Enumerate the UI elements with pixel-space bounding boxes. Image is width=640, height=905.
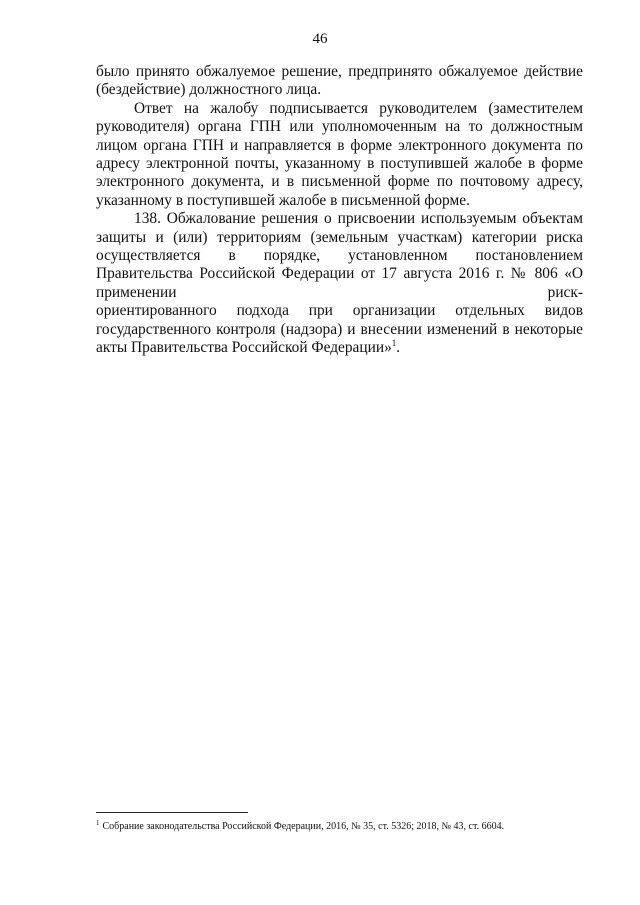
footnote bbox=[96, 820, 596, 833]
paragraph-continuation: было принято обжалуемое решение, предпринято обжалуемое действие (бездействие) должностного лица. bbox=[96, 63, 583, 99]
footnote-marker: 1 bbox=[96, 818, 100, 827]
footnote-text: Собрание законодательства Российской Федерации, 2016, № 35, ст. 5326; 2018, № 43, ст. 6604. bbox=[102, 821, 505, 832]
body-text bbox=[96, 63, 583, 358]
paragraph-complaint-response: Ответ на жалобу подписывается руководителем (заместителем руководителя) органа ГПН или уполномоченным на то должностным лицом органа ГПН и направляется в форме электронного документа по адресу электронной почты, указанному в поступившей жалобе в форме электронного документа, и в письменной форме по почтовому адресу, указанному в поступившей жалобе в письменной форме. bbox=[96, 99, 583, 209]
paragraph-138-part-2: ориентированного подхода при организации отдельных видов государственного контроля (надзора) и внесении изменений в некоторые акты Правительства Российской Федерации»$^1$. bbox=[96, 302, 583, 357]
page-number: 46 bbox=[312, 31, 328, 47]
footnote-divider bbox=[96, 812, 248, 813]
footnote-reference: 1 bbox=[391, 337, 397, 348]
paragraph-138-part-1: 138. Обжалование решения о присвоении используемым объектам защиты и (или) территориям (земельным участкам) категории риска осуществляется в порядке, установленном постановлением Правительства Российской Федерации от 17 августа 2016 г. № 806 «О применении риск- bbox=[96, 210, 583, 301]
paragraph-138-text: ориентированного подхода при организации отдельных видов государственного контроля (надзора) и внесении изменений в некоторые акты Правительства Российской Федерации» bbox=[96, 302, 583, 357]
